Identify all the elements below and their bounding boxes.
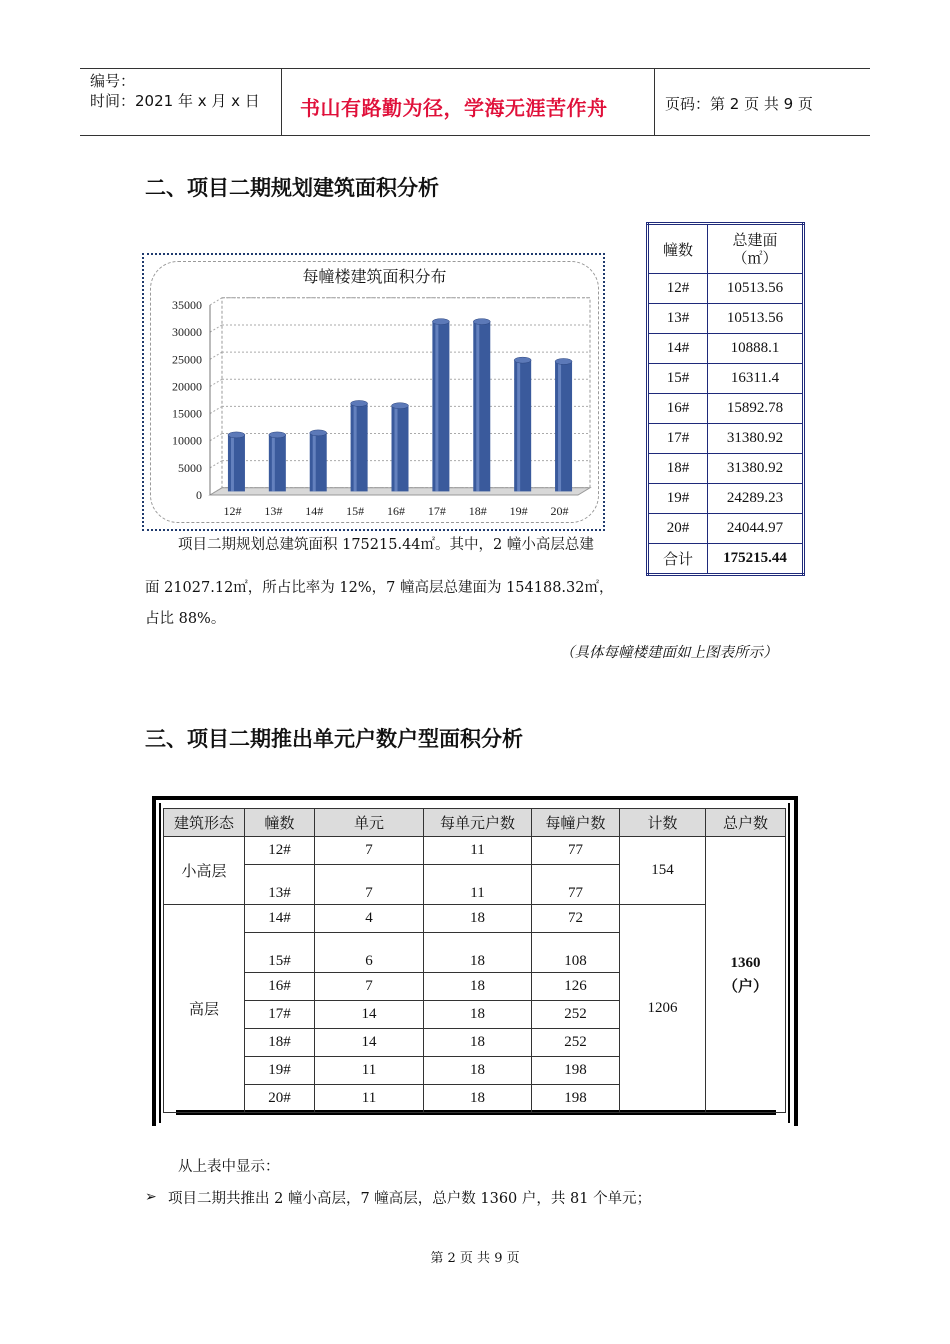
building-cell: 19# (245, 1057, 315, 1085)
area-cell: 15892.78 (708, 394, 804, 424)
building-cell: 17# (245, 1001, 315, 1029)
gridline-diagonal (210, 461, 222, 468)
y-tick-label: 35000 (172, 298, 202, 312)
table-row (648, 274, 804, 304)
table-header-row (648, 224, 804, 274)
per-unit-cell: 11 (424, 865, 532, 905)
per-unit-cell: 18 (424, 933, 532, 973)
group-count-cell: 154 (620, 837, 706, 905)
bar-top (555, 358, 572, 364)
building-cell: 18# (245, 1029, 315, 1057)
building-cell: 12# (648, 274, 708, 304)
bar-highlight (517, 360, 520, 491)
bar-top (228, 432, 245, 438)
bar-highlight (354, 403, 357, 491)
per-building-cell: 198 (532, 1057, 620, 1085)
table-row (648, 424, 804, 454)
header-cell-line: （㎡） (732, 249, 778, 267)
per-building-cell: 72 (532, 905, 620, 933)
building-cell: 14# (245, 905, 315, 933)
bar (269, 435, 286, 491)
bar-top (514, 357, 531, 363)
bar-top (432, 319, 449, 325)
bar-highlight (272, 435, 275, 491)
x-tick-label: 13# (264, 504, 283, 518)
bar-highlight (476, 322, 479, 492)
bar (228, 435, 245, 491)
header-cell: 幢数 (245, 809, 315, 837)
header-cell: 建筑形态 (164, 809, 245, 837)
bullet-arrow-icon: ➢ (145, 1189, 157, 1205)
building-cell: 18# (648, 454, 708, 484)
per-building-cell: 252 (532, 1001, 620, 1029)
header-top-rule (80, 68, 870, 69)
bar-top (310, 430, 327, 436)
header-divider (281, 69, 282, 136)
header-cell (708, 224, 804, 274)
table-frame-right-inner (788, 803, 790, 1123)
units-cell: 11 (315, 1057, 424, 1085)
paragraph-line: 面 21027.12㎡，所占比率为 12%，7 幢高层总建面为 154188.32㎡， (145, 580, 614, 596)
table-row (648, 364, 804, 394)
bullet-text: 项目二期共推出 2 幢小高层，7 幢高层，总户数 1360 户，共 81 个单元； (168, 1191, 652, 1207)
building-cell: 13# (245, 865, 315, 905)
table-frame-right (794, 796, 798, 1126)
building-cell: 20# (648, 514, 708, 544)
area-cell: 31380.92 (708, 454, 804, 484)
x-tick-label: 19# (509, 504, 528, 518)
header-cell-line: 总建面 (732, 231, 778, 249)
bar-chart (150, 290, 600, 525)
bar-top (351, 400, 368, 406)
doc-date-label: 时间：2021 年 x 月 x 日 (90, 92, 260, 110)
building-cell: 19# (648, 484, 708, 514)
area-cell: 10513.56 (708, 274, 804, 304)
units-cell: 7 (315, 973, 424, 1001)
units-cell: 7 (315, 865, 424, 905)
area-cell: 10888.1 (708, 334, 804, 364)
x-tick-label: 14# (305, 504, 324, 518)
header-cell: 每单元户数 (424, 809, 532, 837)
x-tick-label: 12# (223, 504, 242, 518)
bar (392, 406, 409, 492)
total-households-cell (706, 837, 786, 1113)
table-row (648, 454, 804, 484)
building-cell: 16# (245, 973, 315, 1001)
paragraph-line: 占比 88%。 (145, 611, 226, 627)
area-cell: 24044.97 (708, 514, 804, 544)
y-tick-label: 30000 (172, 325, 202, 340)
per-unit-cell: 18 (424, 1001, 532, 1029)
bar-highlight (435, 322, 438, 492)
building-cell: 15# (648, 364, 708, 394)
table-header-row (164, 809, 786, 837)
bar-highlight (313, 433, 316, 492)
building-area-table (646, 222, 805, 576)
building-cell: 17# (648, 424, 708, 454)
total-label-cell: 合计 (648, 544, 708, 575)
per-building-cell: 108 (532, 933, 620, 973)
y-tick-label: 5000 (178, 460, 202, 475)
header-cell: 每幢户数 (532, 809, 620, 837)
per-unit-cell: 11 (424, 837, 532, 865)
gridline-diagonal (210, 352, 222, 359)
chart-title: 每幢楼建筑面积分布 (302, 267, 447, 286)
gridline-diagonal (210, 325, 222, 332)
table-row (648, 334, 804, 364)
header-divider (654, 69, 655, 136)
per-building-cell: 126 (532, 973, 620, 1001)
building-cell: 13# (648, 304, 708, 334)
area-cell: 16311.4 (708, 364, 804, 394)
units-cell: 14 (315, 1029, 424, 1057)
units-table (163, 808, 786, 1113)
gridline-diagonal (210, 379, 222, 386)
total-households-unit: （户） (722, 978, 768, 995)
per-building-cell: 77 (532, 865, 620, 905)
bar (555, 361, 572, 491)
table-row (164, 905, 786, 933)
gridline-diagonal (210, 434, 222, 441)
group-label-cell: 高层 (164, 905, 245, 1113)
section-title: 二、项目二期规划建筑面积分析 (145, 176, 439, 200)
bar (310, 433, 327, 492)
chart-note: （具体每幢楼建面如上图表所示） (560, 645, 778, 661)
table-row (648, 394, 804, 424)
units-cell: 4 (315, 905, 424, 933)
table-row (648, 514, 804, 544)
building-cell: 15# (245, 933, 315, 973)
area-cell: 24289.23 (708, 484, 804, 514)
header-cell: 单元 (315, 809, 424, 837)
per-unit-cell: 18 (424, 905, 532, 933)
bar (351, 403, 368, 491)
intro-text: 从上表中显示： (178, 1159, 280, 1175)
bar-highlight (395, 406, 398, 492)
bar-top (392, 403, 409, 409)
per-unit-cell: 18 (424, 1085, 532, 1113)
bar-top (473, 319, 490, 325)
per-unit-cell: 18 (424, 1057, 532, 1085)
building-cell: 12# (245, 837, 315, 865)
bar-top (269, 432, 286, 438)
x-tick-label: 15# (346, 504, 365, 518)
paragraph-line: 项目二期规划总建筑面积 175215.44㎡。其中，2 幢小高层总建 (178, 537, 594, 553)
header-cell: 计数 (620, 809, 706, 837)
units-cell: 11 (315, 1085, 424, 1113)
header-bottom-rule (80, 135, 870, 136)
y-tick-label: 0 (196, 488, 202, 502)
table-frame-left (152, 796, 156, 1126)
y-tick-label: 25000 (172, 352, 202, 367)
building-cell: 14# (648, 334, 708, 364)
per-building-cell: 198 (532, 1085, 620, 1113)
header-page-info: 页码：第 2 页 共 9 页 (665, 95, 813, 113)
x-tick-label: 20# (550, 504, 569, 518)
section-title: 三、项目二期推出单元户数户型面积分析 (145, 727, 523, 751)
header-cell: 幢数 (648, 224, 708, 274)
doc-number-label: 编号： (90, 72, 136, 90)
total-households-value: 1360 (730, 954, 761, 971)
units-cell: 6 (315, 933, 424, 973)
y-tick-label: 20000 (172, 379, 202, 394)
bar (514, 360, 531, 491)
per-unit-cell: 18 (424, 973, 532, 1001)
table-row (164, 837, 786, 865)
units-cell: 14 (315, 1001, 424, 1029)
bar (432, 322, 449, 492)
header-cell: 总户数 (706, 809, 786, 837)
y-tick-label: 10000 (172, 433, 202, 448)
area-cell: 10513.56 (708, 304, 804, 334)
page-footer: 第 2 页 共 9 页 (430, 1251, 520, 1266)
per-unit-cell: 18 (424, 1029, 532, 1057)
x-tick-label: 18# (468, 504, 487, 518)
bar-highlight (231, 435, 234, 491)
gridline-diagonal (210, 298, 222, 305)
gridline-diagonal (210, 406, 222, 413)
area-cell: 31380.92 (708, 424, 804, 454)
x-tick-label: 16# (387, 504, 405, 518)
table-row (648, 304, 804, 334)
y-tick-label: 15000 (172, 406, 202, 421)
building-cell: 16# (648, 394, 708, 424)
bar (473, 322, 490, 492)
building-cell: 20# (245, 1085, 315, 1113)
group-label-cell: 小高层 (164, 837, 245, 905)
header-motto: 书山有路勤为径，学海无涯苦作舟 (300, 96, 608, 120)
table-total-row (648, 544, 804, 575)
table-frame-left-inner (159, 803, 161, 1123)
per-building-cell: 252 (532, 1029, 620, 1057)
per-building-cell: 77 (532, 837, 620, 865)
table-row (648, 484, 804, 514)
group-count-cell: 1206 (620, 905, 706, 1113)
x-tick-label: 17# (427, 504, 446, 518)
total-value-cell: 175215.44 (708, 544, 804, 575)
units-cell: 7 (315, 837, 424, 865)
table-frame-top (152, 796, 798, 800)
bar-highlight (558, 361, 561, 491)
